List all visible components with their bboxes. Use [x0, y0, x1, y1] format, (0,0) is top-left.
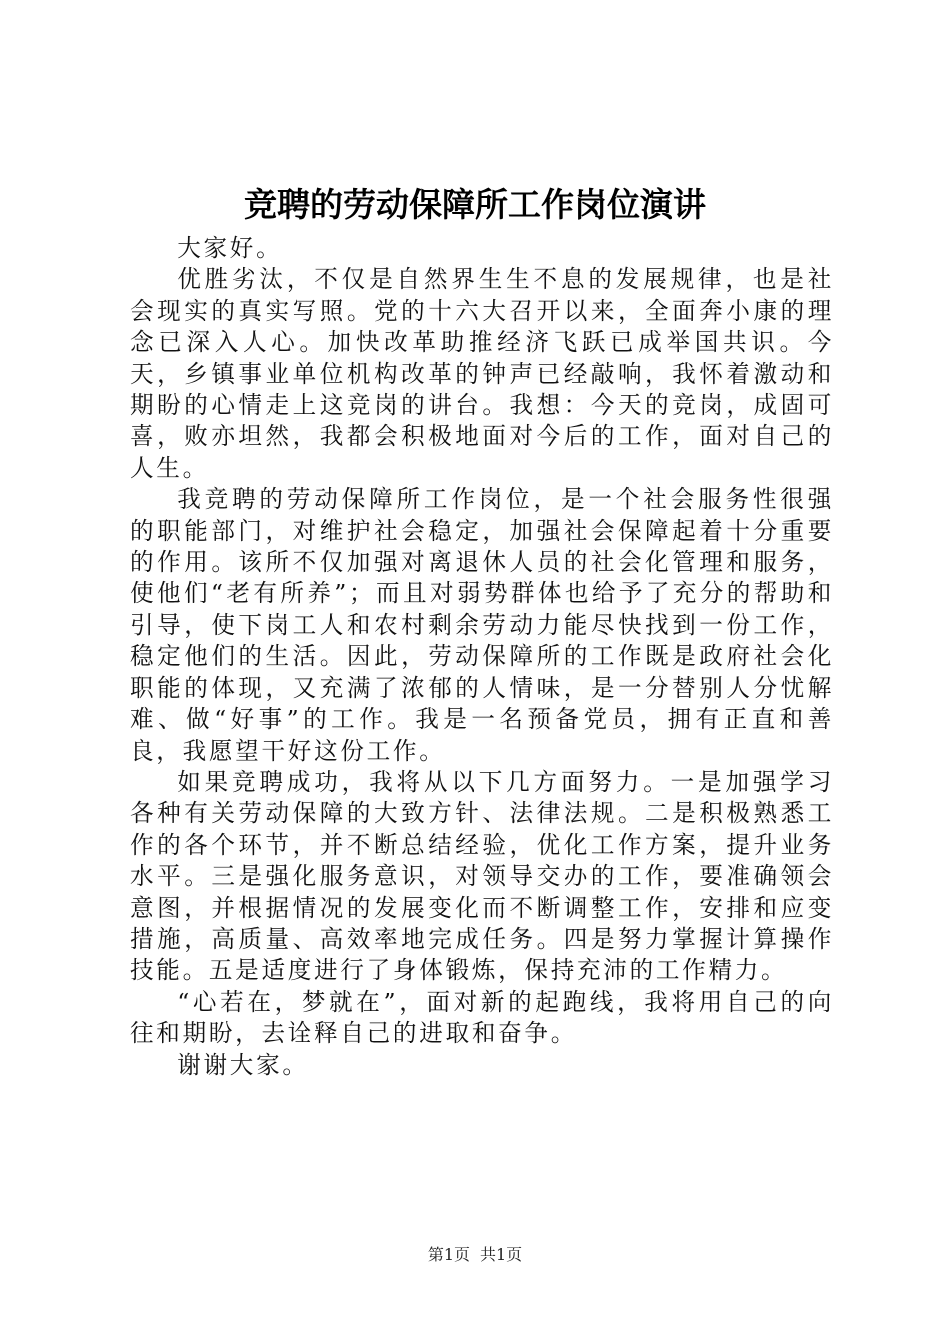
paragraph-plans: 如果竞聘成功，我将从以下几方面努力。一是加强学习各种有关劳动保障的大致方针、法律法规。二是积极熟悉工作的各个环节，并不断总结经验，优化工作方案，提升业务水平。三是强化服务意识，对领导交办的工作，要准确领会意图，并根据情况的发展变化而不断调整工作，安排和应变措施，高质量、高效率地完成任务。四是努力掌握计算操作技能。五是适度进行了身体锻炼，保持充沛的工作精力。 — [130, 767, 834, 985]
page-number-current: 第1页 — [427, 1245, 470, 1264]
document-body — [130, 233, 834, 1081]
document-title: 竞聘的劳动保障所工作岗位演讲 — [244, 185, 706, 224]
page-footer — [0, 1244, 950, 1266]
page-number-total: 共1页 — [480, 1245, 523, 1264]
paragraph-greeting: 大家好。 — [177, 234, 283, 262]
paragraph-position: 我竞聘的劳动保障所工作岗位，是一个社会服务性很强的职能部门，对维护社会稳定，加强社会保障起着十分重要的作用。该所不仅加强对离退休人员的社会化管理和服务，使他们“老有所养”；而且对弱势群体也给予了充分的帮助和引导，使下岗工人和农村剩余劳动力能尽快找到一份工作，稳定他们的生活。因此，劳动保障所的工作既是政府社会化职能的体现，又充满了浓郁的人情味，是一分替别人分忧解难、做“好事”的工作。我是一名预备党员，拥有正直和善良，我愿望干好这份工作。 — [130, 485, 834, 765]
paragraph-intro: 优胜劣汰，不仅是自然界生生不息的发展规律，也是社会现实的真实写照。党的十六大召开以来，全面奔小康的理念已深入人心。加快改革助推经济飞跃已成举国共识。今天，乡镇事业单位机构改革的钟声已经敲响，我怀着激动和期盼的心情走上这竞岗的讲台。我想：今天的竞岗，成固可喜，败亦坦然，我都会积极地面对今后的工作，面对自己的人生。 — [130, 265, 834, 482]
paragraph-closing: “心若在，梦就在”，面对新的起跑线，我将用自己的向往和期盼，去诠释自己的进取和奋争。 — [130, 987, 834, 1048]
paragraph-thanks: 谢谢大家。 — [177, 1050, 309, 1079]
